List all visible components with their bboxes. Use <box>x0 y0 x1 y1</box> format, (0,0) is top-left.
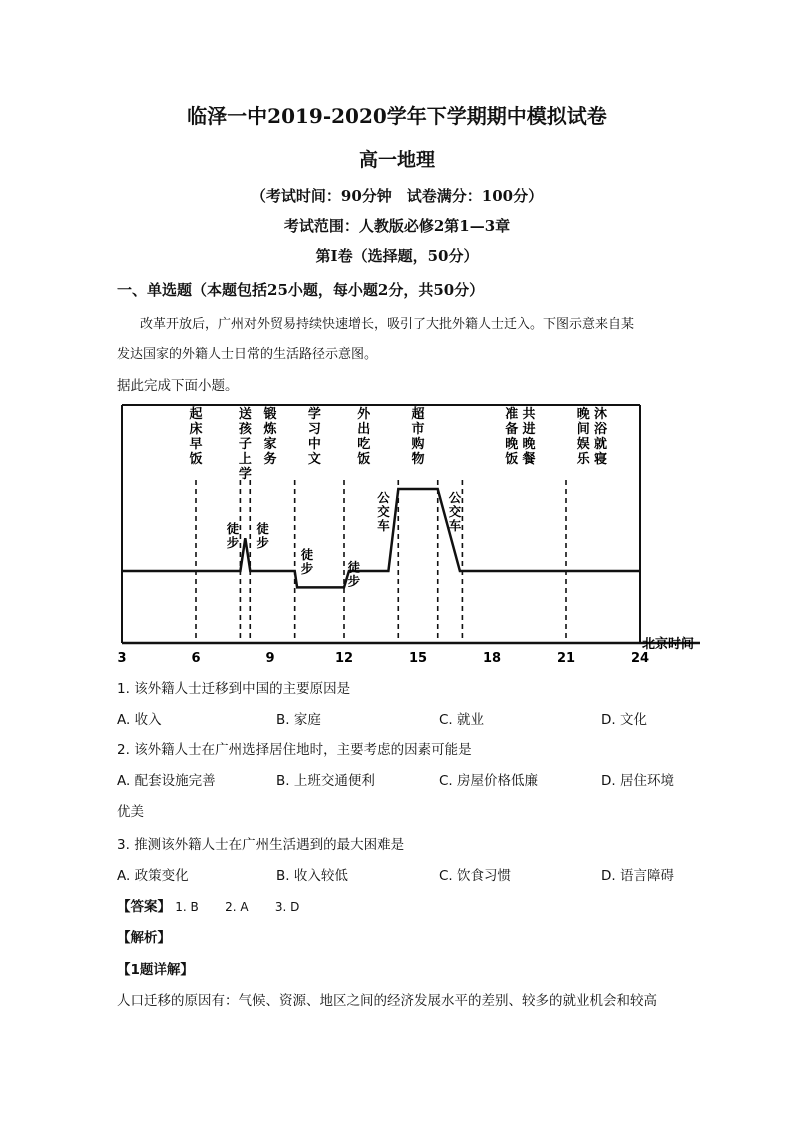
analysis-label: 【解析】 <box>117 930 171 946</box>
option-3c[interactable]: C. 饮食习惯 <box>439 868 512 884</box>
volume-title: 第Ⅰ卷（选择题，50分） <box>315 247 479 265</box>
answer-label: 【答案】 <box>117 899 171 915</box>
option-3b[interactable]: B. 收入较低 <box>276 868 348 884</box>
question-text: 该外籍人士在广州选择居住地时，主要考虑的因素可能是 <box>134 742 472 758</box>
answer-line <box>117 895 299 915</box>
question-3 <box>117 833 404 853</box>
question-1 <box>117 677 350 697</box>
option-2a[interactable]: A. 配套设施完善 <box>117 773 216 789</box>
chart-activity-label: 送孩子上学 <box>238 407 252 482</box>
option-2d-wrap: 优美 <box>117 804 144 820</box>
option-2d[interactable]: D. 居住环境 <box>601 773 674 789</box>
chart-activity-label: 学习中文 <box>307 407 321 467</box>
exam-title: 临泽一中2019-2020学年下学期期中模拟试卷 <box>187 104 607 128</box>
chart-x-tick-label: 9 <box>265 651 275 666</box>
chart-x-label: 北京时间 <box>642 637 695 652</box>
answer-item: 3. D <box>274 900 300 914</box>
chart-activity-label: 共进晚餐 <box>522 407 536 467</box>
option-3a[interactable]: A. 政策变化 <box>117 868 189 884</box>
chart-activity-label: 外出吃饭 <box>357 407 371 467</box>
chart-segment-label: 公交车 <box>377 489 390 533</box>
question-number: 3. <box>117 837 130 853</box>
chart-x-tick-label: 24 <box>630 651 650 666</box>
passage-line-2: 发达国家的外籍人士日常的生活路径示意图。 <box>117 347 378 362</box>
chart-segment-label: 徒步 <box>226 520 240 550</box>
question-text: 该外籍人士迁移到中国的主要原因是 <box>134 681 351 697</box>
chart-activity-label: 晚间娱乐 <box>576 407 590 467</box>
exam-scope: 考试范围：人教版必修2第1—3章 <box>283 217 511 235</box>
question-number: 1. <box>117 681 130 697</box>
chart-x-ticks <box>117 651 649 666</box>
option-2b[interactable]: B. 上班交通便利 <box>276 773 375 789</box>
chart-activity-label: 锻炼家务 <box>263 407 277 467</box>
chart-x-tick-label: 18 <box>482 651 502 666</box>
chart-activity-labels <box>189 406 608 482</box>
question-text: 推测该外籍人士在广州生活遇到的最大困难是 <box>134 837 405 853</box>
life-path-chart <box>110 400 710 670</box>
option-1c[interactable]: C. 就业 <box>439 712 485 728</box>
chart-activity-label: 起床早饭 <box>189 407 203 467</box>
answer-item: 2. A <box>225 900 249 914</box>
chart-activity-label: 沐浴就寝 <box>594 407 608 467</box>
option-1d[interactable]: D. 文化 <box>601 712 647 728</box>
chart-x-tick-label: 15 <box>408 651 428 666</box>
question-number: 2. <box>117 742 130 758</box>
answer-item: 1. B <box>175 900 199 914</box>
passage-instruction: 据此完成下面小题。 <box>117 378 239 394</box>
chart-x-tick-label: 3 <box>117 651 127 666</box>
q1-detail-label: 【1题详解】 <box>117 962 194 978</box>
chart-x-tick-label: 21 <box>556 651 576 666</box>
question-2 <box>117 738 472 758</box>
option-3d[interactable]: D. 语言障碍 <box>601 868 674 884</box>
chart-segment-label: 徒步 <box>256 520 269 550</box>
chart-x-tick-label: 12 <box>334 651 354 666</box>
chart-segment-label: 徒步 <box>300 547 314 577</box>
option-1a[interactable]: A. 收入 <box>117 712 162 728</box>
chart-x-tick-label: 6 <box>191 651 201 666</box>
chart-activity-label: 超市购物 <box>411 407 425 467</box>
passage-line-1: 改革开放后，广州对外贸易持续快速增长，吸引了大批外籍人士迁入。下图示意来自某 <box>140 317 635 332</box>
section-heading: 一、单选题（本题包括25小题，每小题2分，共50分） <box>117 281 485 299</box>
exam-time-info: （考试时间：90分钟 试卷满分：100分） <box>250 187 544 205</box>
chart-segment-label: 公交车 <box>448 489 462 533</box>
chart-activity-label: 准备晚饭 <box>505 407 519 467</box>
option-1b[interactable]: B. 家庭 <box>276 712 321 728</box>
q1-detail-text: 人口迁移的原因有：气候、资源、地区之间的经济发展水平的差别、较多的就业机会和较高 <box>117 993 657 1009</box>
subject-title: 高一地理 <box>358 149 435 171</box>
chart-segment-label: 徒步 <box>347 559 361 589</box>
option-2c[interactable]: C. 房屋价格低廉 <box>439 773 539 789</box>
